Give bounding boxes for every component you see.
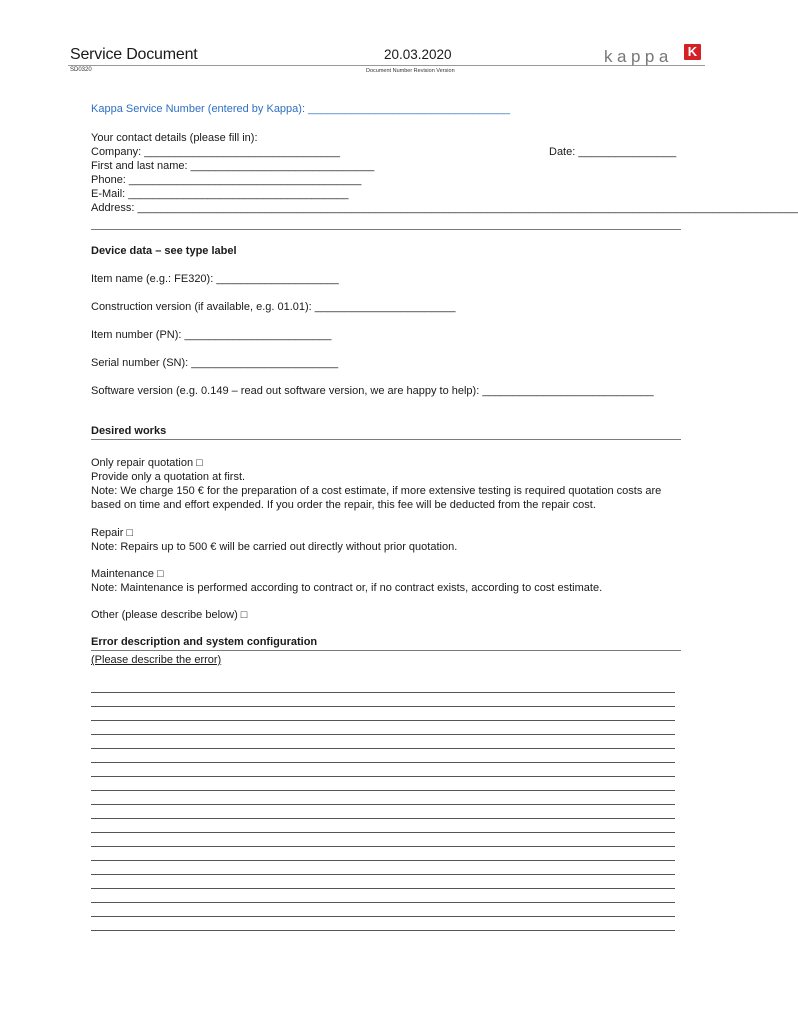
item-number-field[interactable]: Item number (PN): ________________________ [91, 329, 332, 341]
works-divider [91, 439, 681, 440]
document-id: SD0320 [70, 67, 92, 73]
quotation-note: Note: We charge 150 € for the preparation of a cost estimate, if more extensive testing is required quotation costs are based on time and effort expended. If you order the repair, this fee will be deducted from the repair cost. [91, 485, 662, 511]
email-field[interactable]: E-Mail: ____________________________________ [91, 188, 349, 200]
blank-line[interactable] [91, 902, 675, 903]
blank-line[interactable] [91, 748, 675, 749]
address-field[interactable]: Address: ____________________________________________________________________________________________________________ [91, 202, 798, 214]
document-date: 20.03.2020 [384, 47, 452, 62]
company-field[interactable]: Company: ________________________________ [91, 146, 340, 158]
contact-divider [91, 229, 681, 230]
maintenance-note: Note: Maintenance is performed according to contract or, if no contract exists, according to cost estimate. [91, 582, 603, 594]
kappa-service-number[interactable]: Kappa Service Number (entered by Kappa): _________________________________ [91, 103, 510, 115]
name-field[interactable]: First and last name: ______________________________ [91, 160, 375, 172]
blank-line[interactable] [91, 916, 675, 917]
blank-line[interactable] [91, 818, 675, 819]
repair-checkbox[interactable]: Repair □ [91, 527, 134, 539]
blank-line[interactable] [91, 874, 675, 875]
error-section-title: Error description and system configuration [91, 636, 318, 648]
error-subtitle: (Please describe the error) [91, 654, 222, 666]
blank-line[interactable] [91, 762, 675, 763]
blank-line[interactable] [91, 832, 675, 833]
other-checkbox[interactable]: Other (please describe below) □ [91, 609, 248, 621]
blank-line[interactable] [91, 860, 675, 861]
blank-line[interactable] [91, 846, 675, 847]
device-section-title: Device data – see type label [91, 245, 237, 257]
serial-number-field[interactable]: Serial number (SN): ________________________ [91, 357, 339, 369]
document-meta: Document Number Revision Version [366, 68, 455, 74]
blank-line[interactable] [91, 706, 675, 707]
construction-version-field[interactable]: Construction version (if available, e.g. 01.01): _______________________ [91, 301, 456, 313]
item-name-field[interactable]: Item name (e.g.: FE320): ____________________ [91, 273, 339, 285]
date-field[interactable]: Date: ________________ [549, 146, 677, 158]
blank-line[interactable] [91, 888, 675, 889]
logo-k-icon: K [684, 44, 701, 60]
phone-field[interactable]: Phone: ______________________________________ [91, 174, 362, 186]
repair-note: Note: Repairs up to 500 € will be carried out directly without prior quotation. [91, 541, 458, 553]
quotation-text: Provide only a quotation at first. [91, 471, 246, 483]
software-version-field[interactable]: Software version (e.g. 0.149 – read out software version, we are happy to help): ____________________________ [91, 385, 654, 397]
works-section-title: Desired works [91, 425, 167, 437]
logo-wordmark: kappa [604, 47, 673, 66]
blank-line[interactable] [91, 804, 675, 805]
maintenance-checkbox[interactable]: Maintenance □ [91, 568, 164, 580]
blank-line[interactable] [91, 776, 675, 777]
document-title: Service Document [70, 46, 198, 63]
error-divider [91, 650, 681, 651]
blank-line[interactable] [91, 930, 675, 931]
blank-line[interactable] [91, 790, 675, 791]
quotation-checkbox[interactable]: Only repair quotation □ [91, 457, 203, 469]
blank-line[interactable] [91, 720, 675, 721]
blank-line[interactable] [91, 734, 675, 735]
contact-intro: Your contact details (please fill in): [91, 132, 258, 144]
blank-line[interactable] [91, 692, 675, 693]
